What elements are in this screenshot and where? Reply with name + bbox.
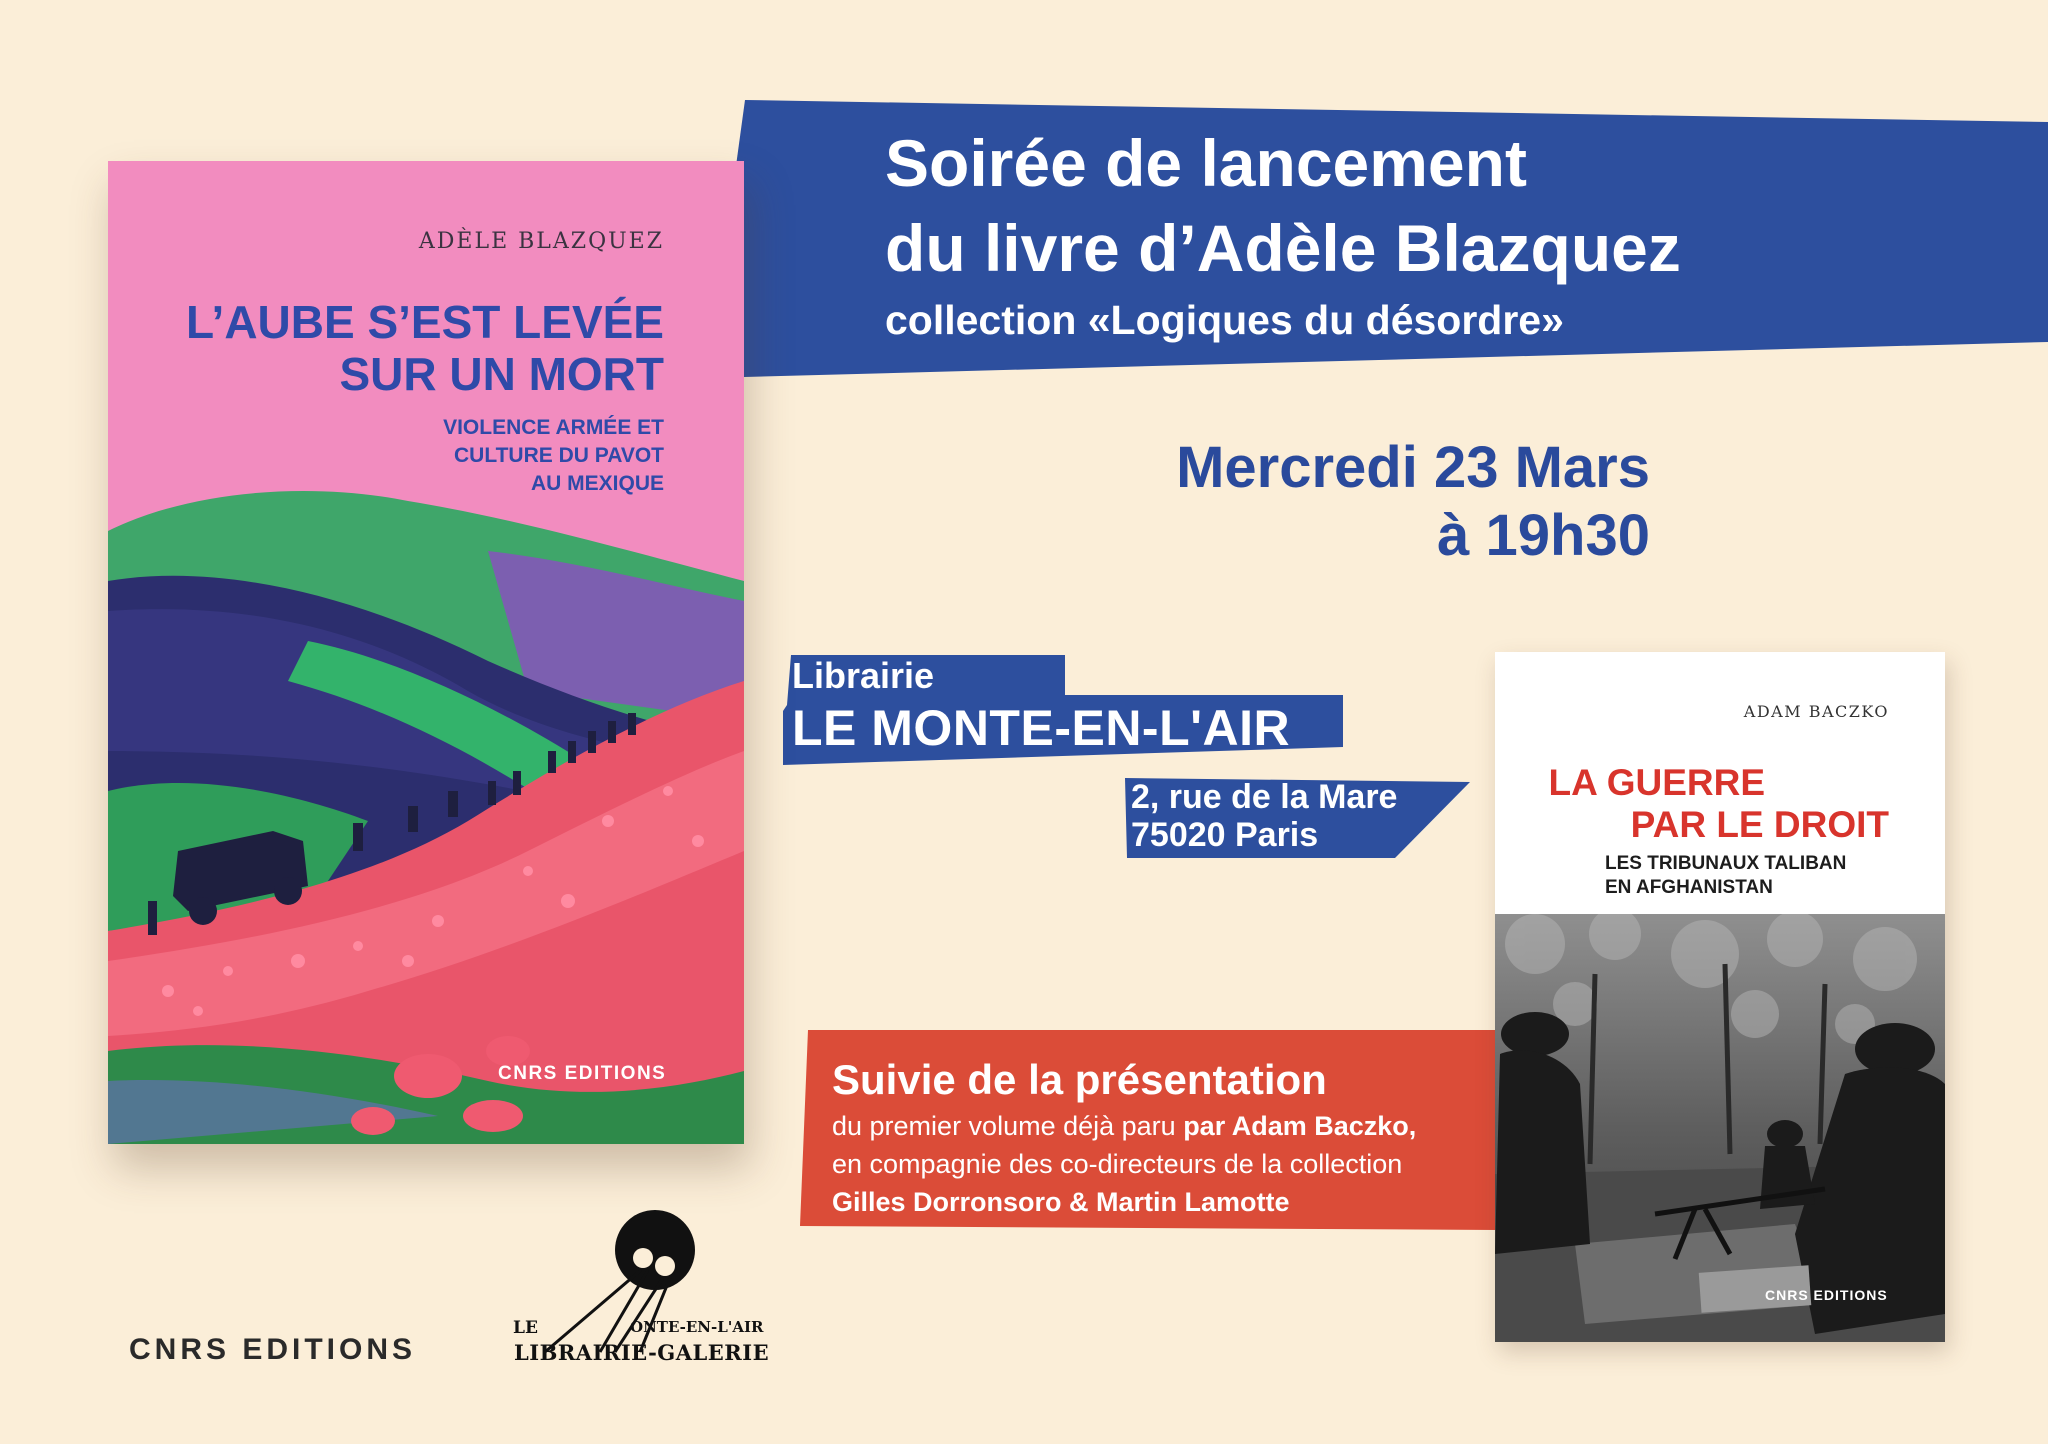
book2-title-line-1: LA GUERRE xyxy=(1548,762,1765,803)
event-time: à 19h30 xyxy=(1437,503,1650,568)
event-title-line-1: Soirée de lancement xyxy=(885,126,1527,200)
presentation-line-1 xyxy=(832,1107,1416,1145)
cnrs-editions-logo: CNRS EDITIONS xyxy=(129,1333,417,1366)
presentation-line-2: en compagnie des co-directeurs de la collection xyxy=(832,1149,1403,1179)
book1-title-line-1: L’AUBE S’EST LEVÉE xyxy=(186,296,664,348)
book1-author: ADÈLE BLAZQUEZ xyxy=(418,229,664,254)
monte-logo-subtitle: LIBRAIRIE-GALERIE xyxy=(514,1340,770,1365)
monte-en-lair-logo-icon xyxy=(515,1210,725,1360)
book2-title-line-2: PAR LE DROIT xyxy=(1630,804,1889,845)
book2-author: ADAM BACZKO xyxy=(1743,702,1889,721)
event-date: Mercredi 23 Mars xyxy=(1176,435,1650,500)
presentation-line-1-text: du premier volume déjà paru xyxy=(832,1111,1184,1141)
book1-subtitle-line-3: AU MEXIQUE xyxy=(530,472,664,495)
book1-title-line-2: SUR UN MORT xyxy=(339,348,664,400)
book1-publisher: CNRS EDITIONS xyxy=(498,1063,667,1084)
venue-type-label: Librairie xyxy=(792,655,935,696)
venue-city: 75020 Paris xyxy=(1131,816,1319,854)
mountain-poppy-field-illustration-icon xyxy=(108,491,744,1144)
book2-publisher: CNRS EDITIONS xyxy=(1765,1287,1888,1303)
black-and-white-photo-icon xyxy=(1495,914,1945,1342)
book-cover-baczko xyxy=(1495,652,1945,1342)
presentation-author: par Adam Baczko, xyxy=(1183,1111,1417,1141)
venue-street: 2, rue de la Mare xyxy=(1131,778,1398,816)
book1-subtitle-line-2: CULTURE DU PAVOT xyxy=(454,444,664,467)
book-cover-blazquez xyxy=(108,161,744,1144)
monte-logo-name: ONTE-EN-L'AIR xyxy=(630,1318,764,1336)
event-title-line-2: du livre d’Adèle Blazquez xyxy=(885,211,1681,285)
book2-subtitle-line-2: EN AFGHANISTAN xyxy=(1605,877,1773,898)
collection-name: collection «Logiques du désordre» xyxy=(885,297,1564,343)
book2-subtitle-line-1: LES TRIBUNAUX TALIBAN xyxy=(1605,853,1847,874)
presentation-title: Suivie de la présentation xyxy=(832,1056,1327,1103)
book1-subtitle-line-1: VIOLENCE ARMÉE ET xyxy=(443,416,664,439)
venue-name: LE MONTE-EN-L'AIR xyxy=(792,700,1291,756)
collection-directors: Gilles Dorronsoro & Martin Lamotte xyxy=(832,1187,1290,1217)
monte-logo-le: LE xyxy=(513,1318,538,1338)
